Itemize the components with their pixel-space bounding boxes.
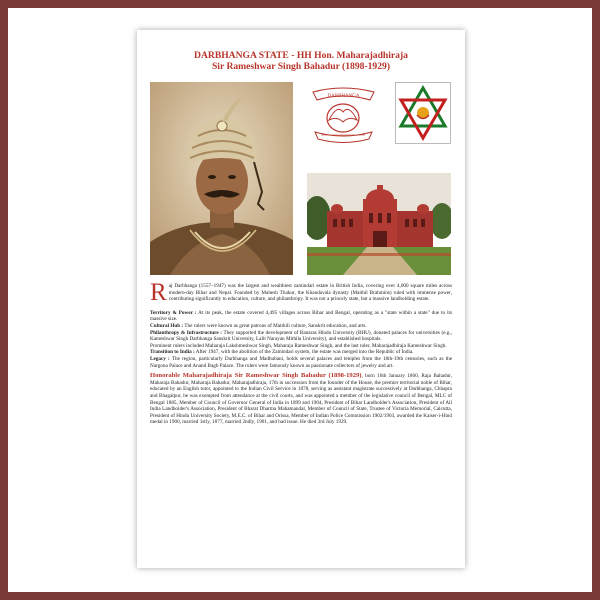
- fact-label: Transition to India :: [150, 349, 195, 356]
- fact-label: Cultural Hub :: [150, 322, 184, 329]
- fact-label: Philanthropy & Infrastructure :: [150, 329, 222, 336]
- biography-name: Honorable Maharajadhiraja Sir Rameshwar Singh Bahadur (1898-1929): [150, 372, 362, 380]
- intro-text: aj Darbhanga (1557–1947) was the largest and wealthiest zamindari estate in British India, covering over 4,000 square miles across modern-day Bihar and Nepal. Founded by Mahesh Thakur, the Khandavala dynasty (Maithil Brahmins) ruled with immense power, contributing significantly to education, culture, and philanthropy. It was not a princely state, but a massive landholding estate.: [168, 283, 452, 303]
- fact-transition: [150, 349, 452, 356]
- fact-text: After 1947, with the abolition of the Zamindari system, the estate was merged into the Republic of India.: [194, 349, 414, 356]
- fact-territory: [150, 310, 452, 323]
- facts-list: [150, 310, 452, 369]
- palace-photo-image: [307, 173, 451, 275]
- title-line-1: DARBHANGA STATE - HH Hon. Maharajadhiraja: [194, 50, 408, 61]
- darbhanga-crest-emblem: [307, 82, 380, 144]
- fact-text: Prominent rulers included Maharaja Lakshmeshwar Singh, Maharaja Rameshwar Singh, and the last ruler, Maharajadhiraja Kameshwar Singh.: [150, 342, 447, 349]
- page-title: [137, 50, 465, 72]
- fact-philanthropy: [150, 330, 452, 343]
- fact-cultural: [150, 323, 452, 330]
- fact-text: The region, particularly Darbhanga and Madhubani, holds several palaces and temples from the 18th-19th centuries, such as the Nargona Palace and Anand Bagh Palace. The rulers were famously known as passionate collectors of jewelry and art.: [150, 355, 452, 369]
- fact-legacy: [150, 356, 452, 369]
- body-text: [150, 279, 452, 429]
- fact-label: Territory & Power :: [150, 309, 197, 316]
- biography-text: , born 16th January 1860, Raja Bahadur, Maharaja Bahadur, Maharaja Bahadur, Maharajadhiraja, 17th in succession from the founder of the House, the premier territorial noble of Bihar, educated by an English tutor, appointed to the Indian Civil Service in 1878, serving as assistant magistrate successively at Darbhanga, Chhapra and Bhagalpur, he was exempted from attendance at the civil courts, and was appointed a member of the legislative council of Bengal, MLC of Bengal 1885, Member of Council of Governor General of India in 1899 and 1904, President of Bihar Landholder's Association, President of All India Landholder's Association, President of Bharat Dharma Mahamandal, Member of Council of State, Trustee of Victoria Memorial, Calcutta, President of Hindu University Society, M.E.C. of Bihar and Orissa, Member of Indian Police Commission 1902/1903, awarded the Kaiser-i-Hind medal in 1900, married 1stly, 1877, married 2ndly, 1901, and had issue. He died 3rd July 1929.: [150, 373, 452, 426]
- biography-paragraph: [150, 373, 452, 426]
- fact-text: The rulers were known as great patrons of Maithili culture, Sanskrit education, and arts.: [183, 322, 367, 329]
- intro-paragraph: [150, 279, 452, 306]
- title-line-2: Sir Rameshwar Singh Bahadur (1898-1929): [211, 61, 391, 72]
- fact-text: They supported the development of Banaras Hindu University (BHU), donated palaces for universities (e.g., Kameshwar Singh Darbhanga Sanskrit University, Lalit Narayan Mithila University), and established hospitals.: [150, 329, 452, 343]
- star-emblem: [395, 82, 451, 144]
- maharaja-portrait-image: [150, 82, 293, 275]
- document-page: [137, 30, 465, 568]
- drop-cap: R: [150, 279, 167, 306]
- crest-banner-text: DARBHANGA: [327, 94, 360, 99]
- fact-label: Legacy :: [150, 355, 170, 362]
- fact-text: At its peak, the estate covered 4,495 villages across Bihar and Bengal, operating as a "state within a state" due to its massive size.: [150, 309, 452, 323]
